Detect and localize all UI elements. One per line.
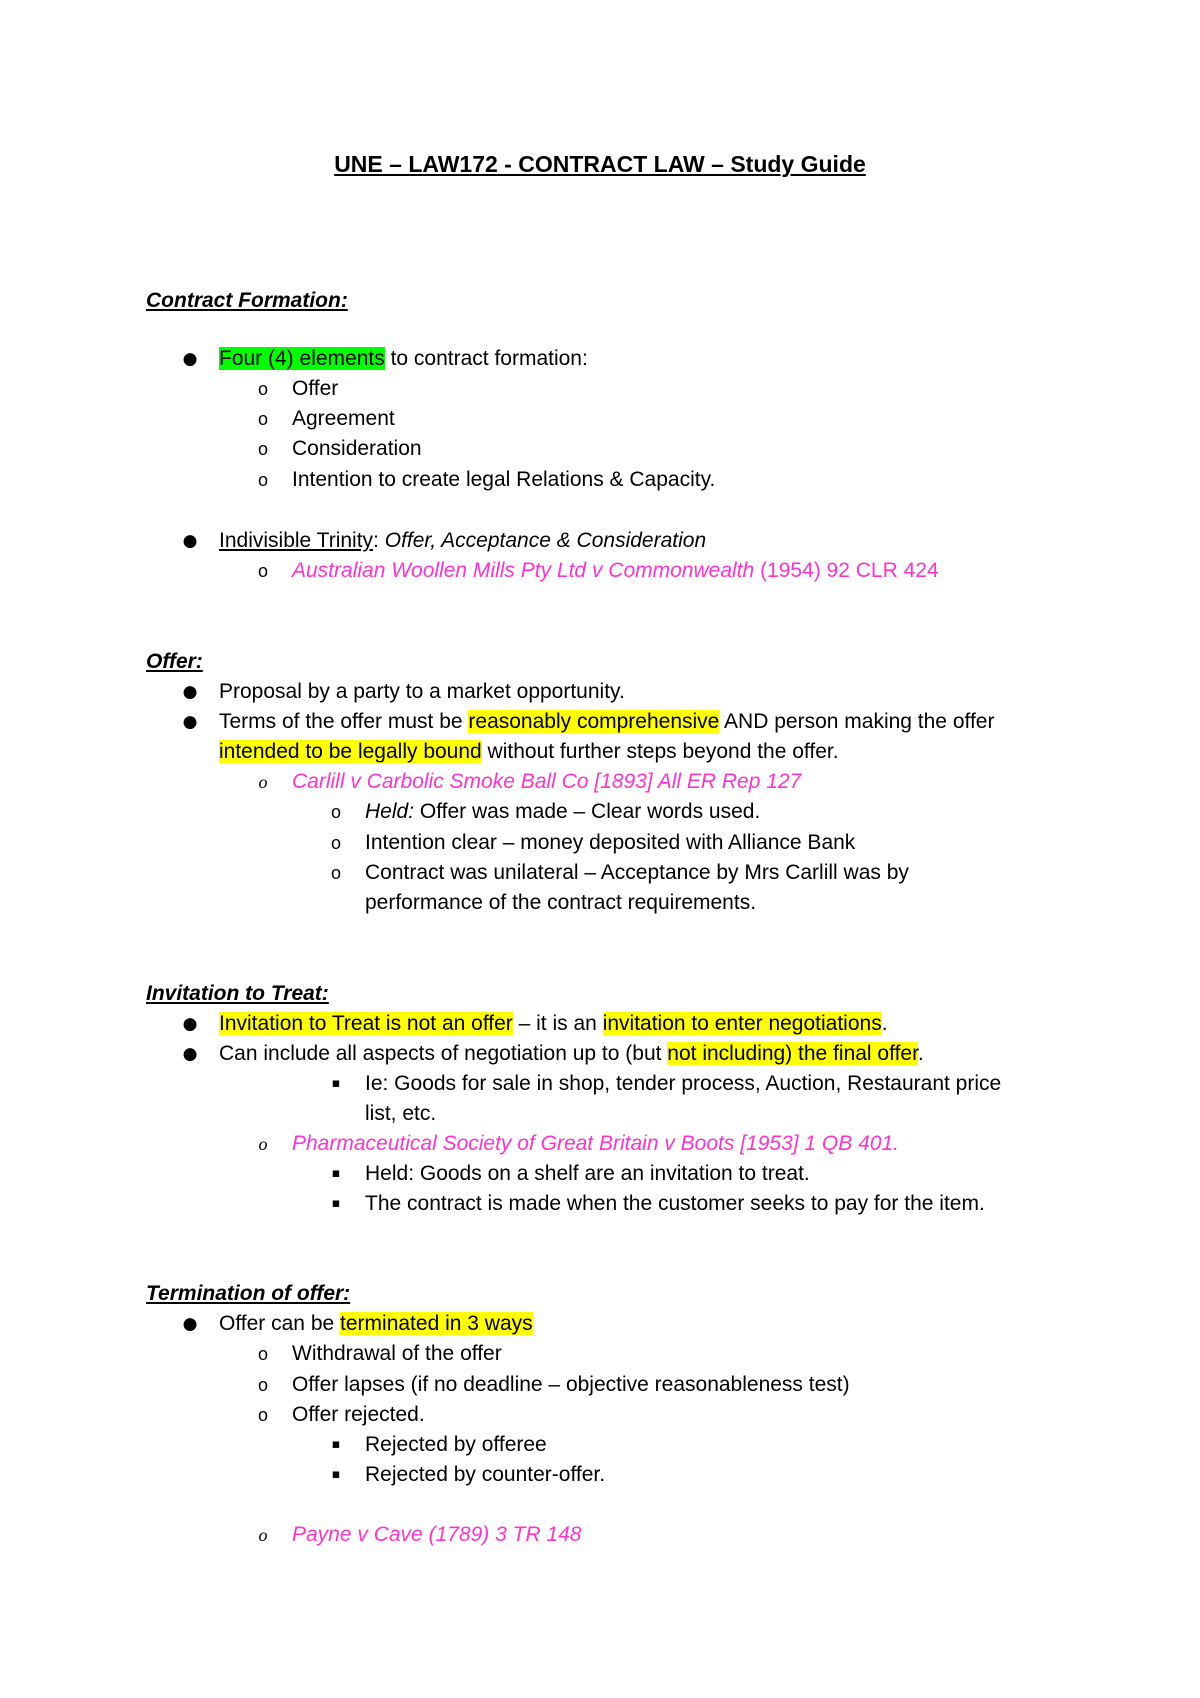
bullet-circle-icon: o <box>257 409 268 429</box>
bullet-square-icon: ▪ <box>331 1076 341 1091</box>
bullet-circle-icon: o <box>257 379 268 399</box>
list-item: Offer rejected. <box>292 1403 425 1426</box>
bullet-disc-icon: ● <box>182 1314 198 1334</box>
list-item-continuation: intended to be legally bound without further steps beyond the offer. <box>219 740 839 763</box>
bullet-circle-icon: o <box>330 833 341 853</box>
case-citation: Payne v Cave (1789) 3 TR 148 <box>292 1523 582 1546</box>
highlight-text: not including) the final offer <box>667 1042 918 1065</box>
case-citation: Carlill v Carbolic Smoke Ball Co [1893] All ER Rep 127 <box>292 770 802 793</box>
bullet-circle-icon: o <box>330 863 341 883</box>
highlight-text: terminated in 3 ways <box>340 1312 533 1335</box>
highlight-text: invitation to enter negotiations <box>602 1012 882 1035</box>
list-item: Ie: Goods for sale in shop, tender process, Auction, Restaurant price <box>365 1072 1002 1095</box>
section-heading-invitation-to-treat: Invitation to Treat: <box>146 982 329 1005</box>
bullet-circle-icon: o <box>330 802 341 822</box>
case-citation: Pharmaceutical Society of Great Britain v Boots [1953] 1 QB 401. <box>292 1132 899 1155</box>
highlight-text: Invitation to Treat is not an offer <box>219 1012 513 1035</box>
bullet-square-icon: ▪ <box>331 1437 341 1452</box>
bullet-disc-icon: ● <box>182 531 198 551</box>
list-item: Intention clear – money deposited with Alliance Bank <box>365 831 856 854</box>
list-item: Invitation to Treat is not an offer – it is an invitation to enter negotiations. <box>219 1012 888 1035</box>
bullet-circle-icon: o <box>257 1405 268 1425</box>
list-item: Proposal by a party to a market opportunity. <box>219 680 625 703</box>
section-heading-offer: Offer: <box>146 650 203 673</box>
list-item: Can include all aspects of negotiation up to (but not including) the final offer. <box>219 1042 924 1065</box>
list-item: Terms of the offer must be reasonably comprehensive AND person making the offer <box>219 710 995 733</box>
list-item: Offer can be terminated in 3 ways <box>219 1312 533 1335</box>
bullet-square-icon: ▪ <box>331 1166 341 1181</box>
highlight-text: reasonably comprehensive <box>468 710 720 733</box>
bullet-circle-icon: o <box>257 561 268 581</box>
bullet-circle-icon: o <box>257 1344 268 1364</box>
highlight-text: Four (4) elements <box>219 347 385 370</box>
bullet-square-icon: ▪ <box>331 1467 341 1482</box>
bullet-circle-icon: o <box>258 772 268 792</box>
list-item: Indivisible Trinity: Offer, Acceptance & Consideration <box>219 529 707 552</box>
highlight-text: intended to be legally bound <box>219 740 482 763</box>
section-heading-termination-of-offer: Termination of offer: <box>146 1282 351 1305</box>
list-item: Offer <box>292 377 339 400</box>
bullet-circle-icon: o <box>257 439 268 459</box>
bullet-disc-icon: ● <box>182 712 198 732</box>
list-item: Contract was unilateral – Acceptance by Mrs Carlill was by <box>365 861 909 884</box>
list-item: Held: Offer was made – Clear words used. <box>365 800 761 823</box>
bullet-circle-icon: o <box>257 470 268 490</box>
list-item: Rejected by counter-offer. <box>365 1463 606 1486</box>
case-citation: Australian Woollen Mills Pty Ltd v Commonwealth (1954) 92 CLR 424 <box>292 559 939 582</box>
section-heading-contract-formation: Contract Formation: <box>146 289 348 312</box>
bullet-square-icon: ▪ <box>331 1196 341 1211</box>
list-item: Consideration <box>292 437 422 460</box>
list-item-continuation: list, etc. <box>365 1102 437 1125</box>
bullet-disc-icon: ● <box>182 1014 198 1034</box>
list-item-continuation: performance of the contract requirements. <box>365 891 757 914</box>
bullet-disc-icon: ● <box>182 682 198 702</box>
list-item: The contract is made when the customer seeks to pay for the item. <box>365 1192 985 1215</box>
list-item: Rejected by offeree <box>365 1433 547 1456</box>
list-item: Held: Goods on a shelf are an invitation to treat. <box>365 1162 810 1185</box>
list-item: Withdrawal of the offer <box>292 1342 502 1365</box>
list-item: Offer lapses (if no deadline – objective reasonableness test) <box>292 1373 850 1396</box>
bullet-circle-icon: o <box>257 1375 268 1395</box>
list-item: Intention to create legal Relations & Capacity. <box>292 468 716 491</box>
bullet-disc-icon: ● <box>182 349 198 369</box>
bullet-circle-icon: o <box>258 1525 268 1545</box>
list-item: Four (4) elements to contract formation: <box>219 347 588 370</box>
bullet-disc-icon: ● <box>182 1044 198 1064</box>
list-item: Agreement <box>292 407 395 430</box>
document-title: UNE – LAW172 - CONTRACT LAW – Study Guide <box>334 151 866 177</box>
bullet-circle-icon: o <box>258 1134 268 1154</box>
